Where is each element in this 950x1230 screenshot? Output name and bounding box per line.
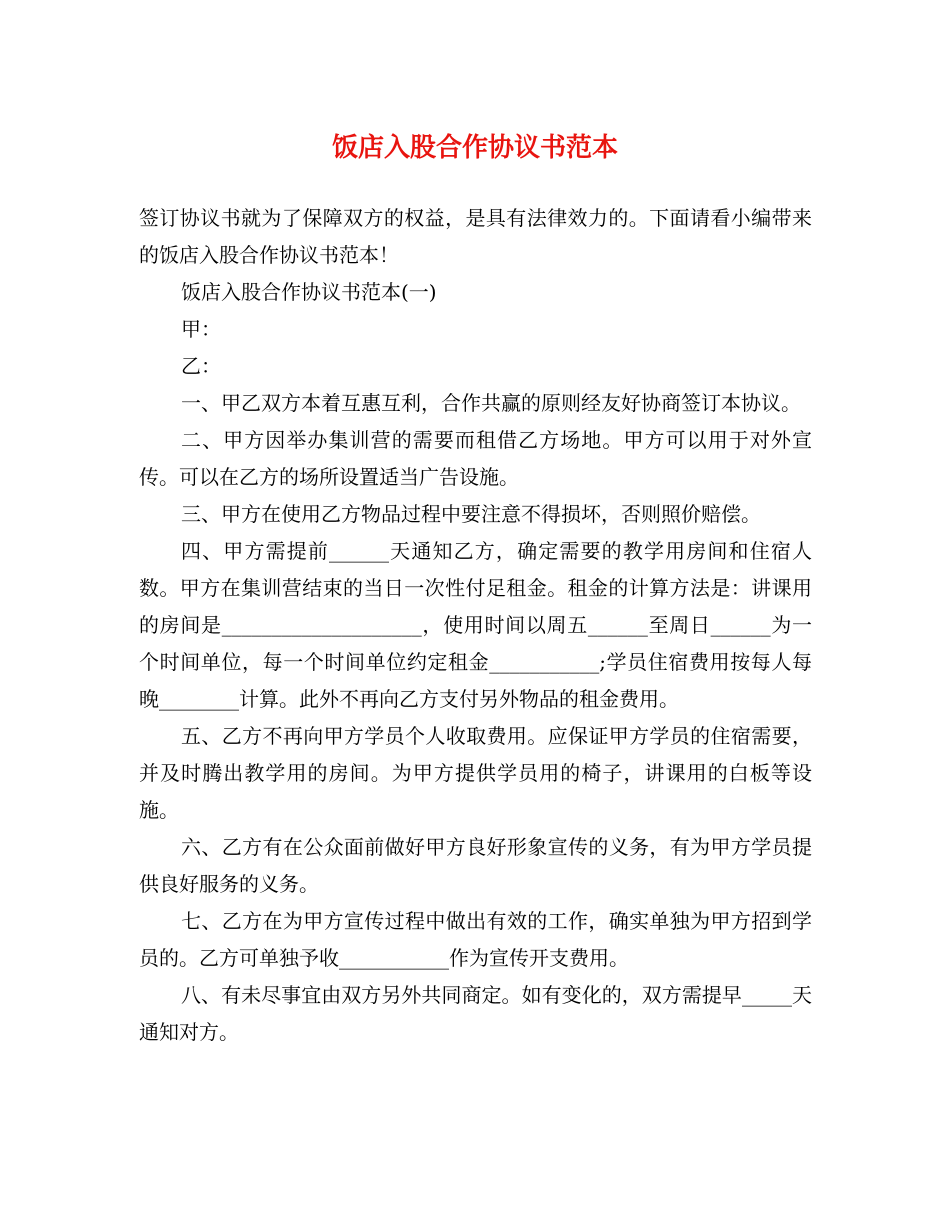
clause-3: 三、甲方在使用乙方物品过程中要注意不得损坏，否则照价赔偿。: [181, 502, 761, 526]
intro-paragraph: 签订协议书就为了保障双方的权益，是具有法律效力的。下面请看小编带来的饭店入股合作协议书范本！: [139, 206, 812, 267]
document-title: 饭店入股合作协议书范本: [331, 133, 618, 163]
document-body: [139, 200, 812, 1051]
clause-4: 四、甲方需提前______天通知乙方，确定需要的教学用房间和住宿人数。甲方在集训营结束的当日一次性付足租金。租金的计算方法是：讲课用的房间是____________________，使用时间以周五______至周日______为一个时间单位，每一个时间单位约定租金___________;学员住宿费用按每人每晚________计算。此外不再向乙方支付另外物品的租金费用。: [139, 539, 812, 711]
clause-8: 八、有未尽事宜由双方另外共同商定。如有变化的，双方需提早_____天通知对方。: [139, 983, 812, 1044]
clause-5: 五、乙方不再向甲方学员个人收取费用。应保证甲方学员的住宿需要，并及时腾出教学用的房间。为甲方提供学员用的椅子，讲课用的白板等设施。: [139, 724, 812, 822]
party-a-line: 甲：: [181, 317, 221, 341]
party-b-line: 乙：: [181, 354, 221, 378]
clause-6: 六、乙方有在公众面前做好甲方良好形象宣传的义务，有为甲方学员提供良好服务的义务。: [139, 835, 812, 896]
clause-7: 七、乙方在为甲方宣传过程中做出有效的工作，确实单独为甲方招到学员的。乙方可单独予收___________作为宣传开支费用。: [139, 909, 812, 970]
section-heading: 饭店入股合作协议书范本(一): [181, 280, 437, 304]
clause-2: 二、甲方因举办集训营的需要而租借乙方场地。甲方可以用于对外宣传。可以在乙方的场所设置适当广告设施。: [139, 428, 812, 489]
clause-1: 一、甲乙双方本着互惠互利，合作共赢的原则经友好协商签订本协议。: [181, 391, 801, 415]
